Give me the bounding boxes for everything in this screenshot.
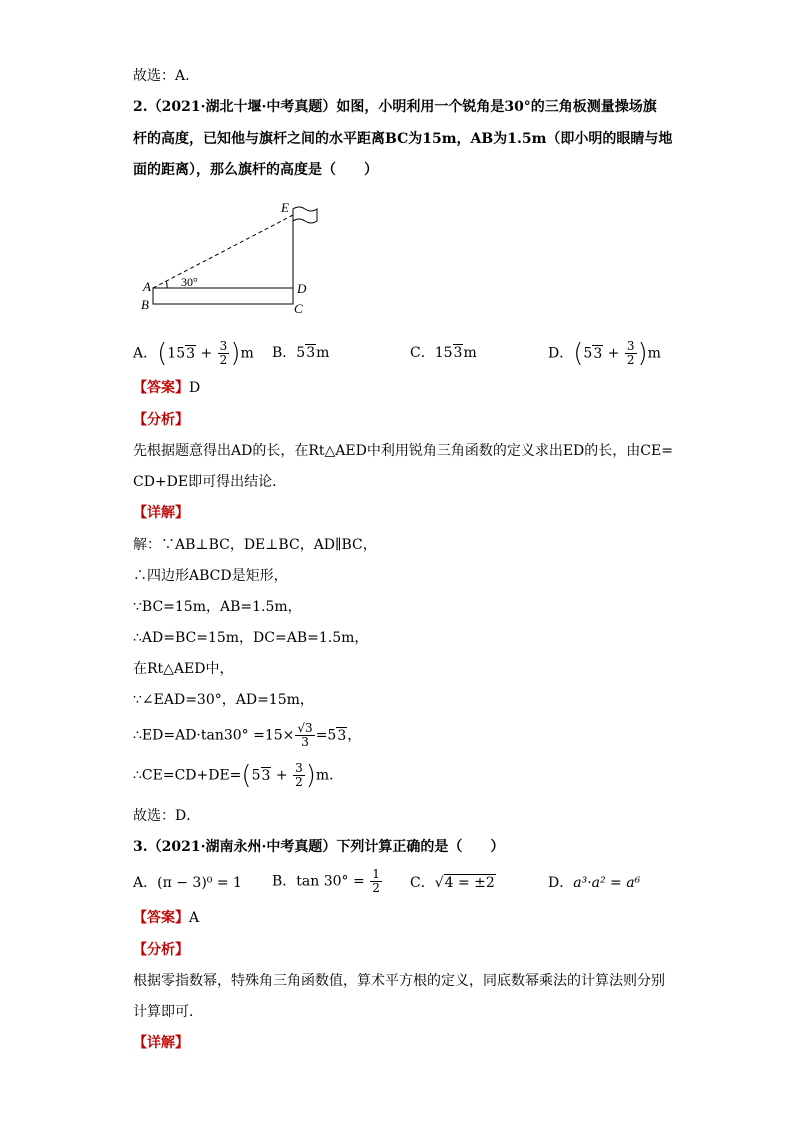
q2-analysis-line2: CD+DE即可得出结论． <box>133 474 287 490</box>
q2-conclusion: 故选：D． <box>133 808 201 824</box>
label-c: C <box>294 301 303 316</box>
q2-option-b: B．53m <box>272 345 330 361</box>
q2-detail-line: ∴AD=BC=15m，DC=AB=1.5m， <box>133 630 369 646</box>
label-e: E <box>281 200 289 215</box>
q2-detail-label: 【详解】 <box>133 505 189 521</box>
q3-option-d: D．a³·a² = a⁶ <box>548 875 641 891</box>
q2-analysis-line1: 先根据题意得出AD的长，在Rt△AED中利用锐角三角函数的定义求出ED的长，由CE= <box>133 443 673 459</box>
q2-stem-line2: 杆的高度，已知他与旗杆之间的水平距离BC为15m，AB为1.5m（即小明的眼睛与地 <box>133 131 673 147</box>
q2-answer: 【答案】D <box>133 380 201 396</box>
q3-analysis-line2: 计算即可． <box>133 1004 203 1020</box>
label-angle: 30° <box>181 275 198 289</box>
q2-detail-line: ∵∠EAD=30°，AD=15m， <box>133 692 314 708</box>
q3-analysis-line1: 根据零指数幂，特殊角三角函数值，算术平方根的定义，同底数幂乘法的计算法则分别 <box>133 973 665 989</box>
q3-option-a: A．(π − 3)⁰ = 1 <box>133 875 242 891</box>
q3-answer: 【答案】A <box>133 910 200 926</box>
q2-option-d: D．(53 + $\frac{3}{2}$ )m <box>548 338 661 369</box>
previous-answer: 故选：A. <box>133 68 190 84</box>
q2-stem-line1: 2.（2021·湖北十堰·中考真题）如图，小明利用一个锐角是30°的三角板测量操场旗 <box>133 99 657 115</box>
q3-detail-label: 【详解】 <box>133 1035 189 1051</box>
q2-calc-ce: ∴CE=CD+DE=(53 + $\frac{3}{2}$ )m． <box>133 760 344 791</box>
q2-detail-line: 在Rt△AED中， <box>133 661 234 677</box>
q2-option-c: C．153m <box>410 345 477 361</box>
q2-calc-ed: ∴ED=AD·tan30° =15× $\frac{√3}{3}$ =53， <box>133 721 362 749</box>
q2-detail-line: ∴四边形ABCD是矩形， <box>133 568 288 584</box>
q3-option-c: C．√4 = ±2 <box>410 875 495 891</box>
q2-analysis-label: 【分析】 <box>133 412 189 428</box>
flagpole-figure <box>135 195 335 320</box>
q2-detail-line: 解：∵AB⊥BC，DE⊥BC，AD∥BC， <box>133 537 377 553</box>
label-b: B <box>141 297 149 312</box>
q3-option-b: B．tan 30° = $\frac{1}{2}$ <box>272 867 380 895</box>
q2-option-a: A．(153 + $\frac{3}{2}$ )m <box>133 338 254 369</box>
q3-analysis-label: 【分析】 <box>133 942 189 958</box>
label-d: D <box>297 281 307 296</box>
q2-stem-line3: 面的距离），那么旗杆的高度是（ ） <box>133 162 378 178</box>
q2-detail-line: ∵BC=15m，AB=1.5m， <box>133 599 302 615</box>
label-a: A <box>143 279 151 294</box>
q3-stem: 3.（2021·湖南永州·中考真题）下列计算正确的是（ ） <box>133 839 505 855</box>
